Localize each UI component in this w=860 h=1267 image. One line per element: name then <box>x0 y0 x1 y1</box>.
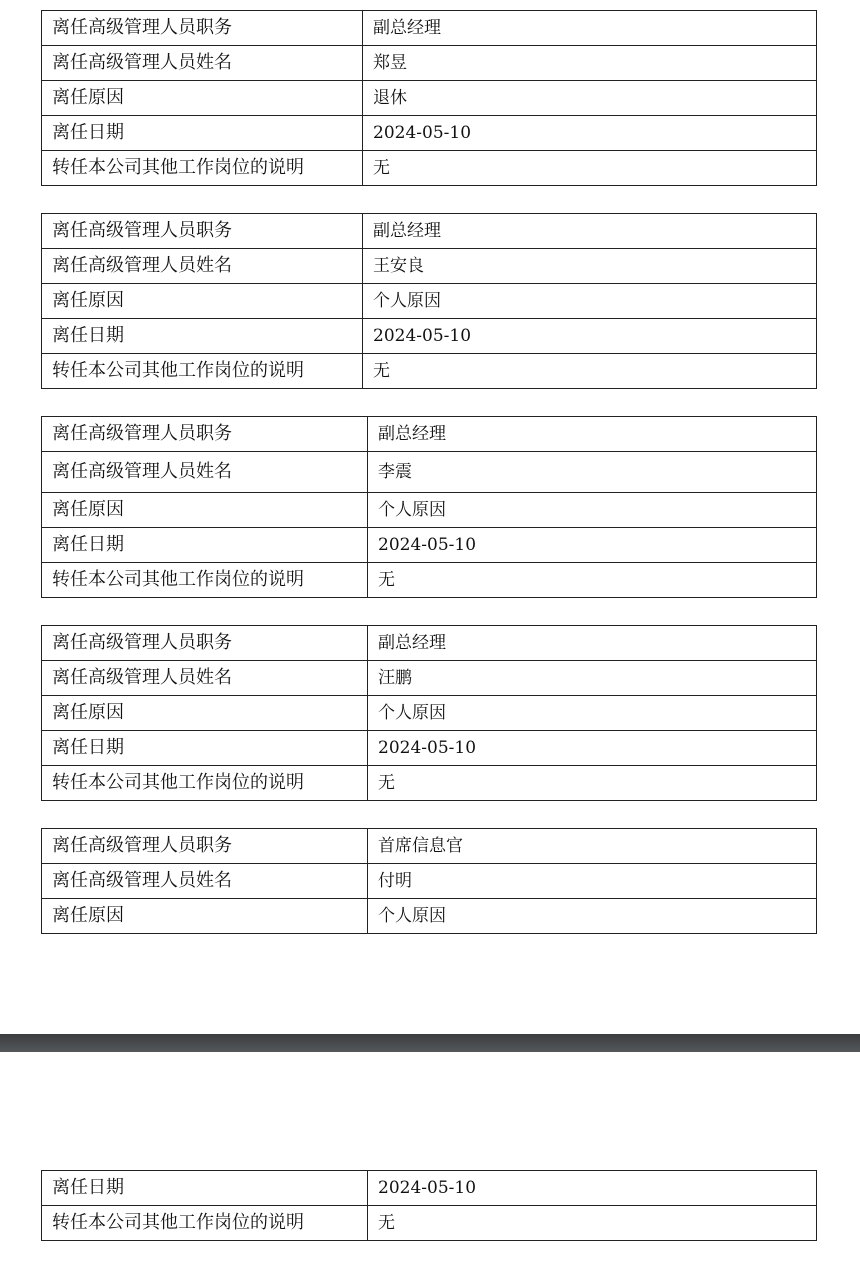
table-row <box>42 452 817 493</box>
table-row <box>42 899 817 934</box>
table-row <box>42 214 817 249</box>
row-label: 离任高级管理人员姓名 <box>42 46 363 81</box>
row-value: 个人原因 <box>363 284 817 319</box>
row-label: 转任本公司其他工作岗位的说明 <box>42 1206 368 1241</box>
row-value: 2024-05-10 <box>363 319 817 354</box>
row-value: 王安良 <box>363 249 817 284</box>
row-value: 付明 <box>368 864 817 899</box>
row-label: 离任高级管理人员姓名 <box>42 452 368 493</box>
table-row <box>42 417 817 452</box>
row-label: 离任原因 <box>42 899 368 934</box>
departure-table-3 <box>41 416 817 598</box>
table-row <box>42 731 817 766</box>
table-row <box>42 528 817 563</box>
row-value: 个人原因 <box>368 493 817 528</box>
table-row <box>42 696 817 731</box>
departure-table-2 <box>41 213 817 389</box>
table-row <box>42 829 817 864</box>
table-row <box>42 46 817 81</box>
row-label: 离任日期 <box>42 319 363 354</box>
row-label: 离任原因 <box>42 284 363 319</box>
table-row <box>42 249 817 284</box>
row-label: 离任日期 <box>42 1171 368 1206</box>
table-row <box>42 81 817 116</box>
row-value: 无 <box>368 766 817 801</box>
row-value: 个人原因 <box>368 899 817 934</box>
row-value: 郑昱 <box>363 46 817 81</box>
row-value: 副总经理 <box>368 626 817 661</box>
table-row <box>42 11 817 46</box>
row-value: 无 <box>363 354 817 389</box>
row-label: 转任本公司其他工作岗位的说明 <box>42 766 368 801</box>
row-value: 2024-05-10 <box>368 1171 817 1206</box>
row-value: 无 <box>368 1206 817 1241</box>
table-row <box>42 563 817 598</box>
row-label: 离任日期 <box>42 116 363 151</box>
row-label: 离任高级管理人员职务 <box>42 417 368 452</box>
table-row <box>42 116 817 151</box>
table-row <box>42 493 817 528</box>
table-row <box>42 1206 817 1241</box>
row-label: 离任原因 <box>42 493 368 528</box>
row-label: 转任本公司其他工作岗位的说明 <box>42 151 363 186</box>
row-label: 离任日期 <box>42 528 368 563</box>
row-label: 离任高级管理人员姓名 <box>42 249 363 284</box>
row-label: 离任原因 <box>42 81 363 116</box>
page-separator <box>0 1034 860 1052</box>
departure-table-5 <box>41 828 817 934</box>
row-value: 2024-05-10 <box>363 116 817 151</box>
row-value: 无 <box>363 151 817 186</box>
row-value: 副总经理 <box>368 417 817 452</box>
row-value: 无 <box>368 563 817 598</box>
row-value: 汪鹏 <box>368 661 817 696</box>
departure-table-5-continued <box>41 1170 817 1241</box>
row-label: 离任日期 <box>42 731 368 766</box>
row-value: 2024-05-10 <box>368 528 817 563</box>
row-label: 离任原因 <box>42 696 368 731</box>
row-value: 个人原因 <box>368 696 817 731</box>
row-value: 副总经理 <box>363 11 817 46</box>
row-label: 离任高级管理人员职务 <box>42 626 368 661</box>
table-row <box>42 864 817 899</box>
departure-table-4 <box>41 625 817 801</box>
table-row <box>42 284 817 319</box>
table-row <box>42 151 817 186</box>
table-row <box>42 354 817 389</box>
table-row <box>42 626 817 661</box>
row-label: 转任本公司其他工作岗位的说明 <box>42 354 363 389</box>
row-value: 副总经理 <box>363 214 817 249</box>
row-label: 转任本公司其他工作岗位的说明 <box>42 563 368 598</box>
departure-table-1 <box>41 10 817 186</box>
row-label: 离任高级管理人员姓名 <box>42 661 368 696</box>
row-label: 离任高级管理人员职务 <box>42 11 363 46</box>
table-row <box>42 319 817 354</box>
table-row <box>42 766 817 801</box>
row-value: 李震 <box>368 452 817 493</box>
table-row <box>42 661 817 696</box>
row-label: 离任高级管理人员职务 <box>42 829 368 864</box>
row-value: 2024-05-10 <box>368 731 817 766</box>
row-label: 离任高级管理人员职务 <box>42 214 363 249</box>
row-value: 首席信息官 <box>368 829 817 864</box>
row-value: 退休 <box>363 81 817 116</box>
row-label: 离任高级管理人员姓名 <box>42 864 368 899</box>
table-row <box>42 1171 817 1206</box>
